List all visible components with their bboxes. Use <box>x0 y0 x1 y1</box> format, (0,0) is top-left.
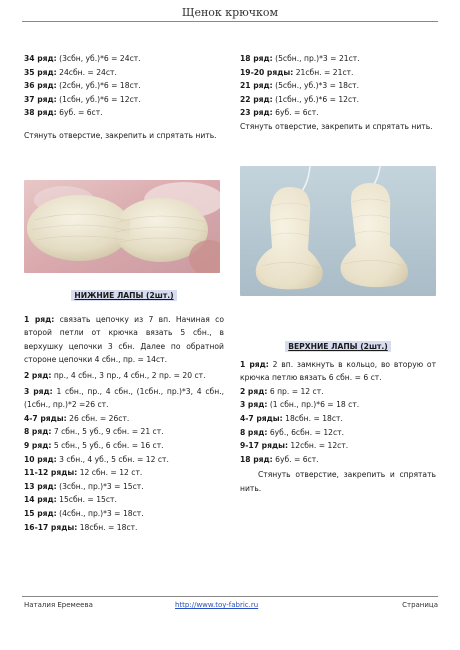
lower-row-10: 10 ряд: 3 сбн., 4 уб., 5 сбн. = 12 ст. <box>24 454 169 464</box>
lower-row-11-12: 11-12 ряды: 12 сбн. = 12 ст. <box>24 468 143 478</box>
lower-row-16-17: 16-17 ряды: 18сбн. = 18ст. <box>24 522 138 532</box>
upper-row-9-17: 9-17 ряды: 12сбн. = 12ст. <box>240 441 349 451</box>
row-38: 38 ряд: 6уб. = 6ст. <box>24 108 103 118</box>
finish-note-right: Стянуть отверстие, закрепить и спрятать нить. <box>240 121 433 131</box>
title-divider <box>22 21 438 22</box>
footer-link[interactable]: http://www.toy-fabric.ru <box>175 601 259 609</box>
upper-paws-section <box>240 340 436 496</box>
section-title-lower-paws: НИЖНИЕ ЛАПЫ (2шт.) <box>24 289 224 303</box>
row-18: 18 ряд: (5сбн., пр.)*3 = 21ст. <box>240 54 360 63</box>
finish-note: Стянуть отверстие, закрепить и спрятать нить. <box>24 130 217 140</box>
lower-row-14: 14 ряд: 15сбн. = 15ст. <box>24 495 117 505</box>
row-23: 23 ряд: 6уб. = 6ст. <box>240 108 319 118</box>
section-title-upper-paws: ВЕРХНИЕ ЛАПЫ (2шт.) <box>240 340 436 354</box>
lower-row-9: 9 ряд: 5 сбн., 5 уб., 6 сбн. = 16 ст. <box>24 440 164 450</box>
upper-row-3: 3 ряд: (1 сбн., пр.)*6 = 18 ст. <box>240 400 360 410</box>
finish-note-upper: Стянуть отверстие, закрепить и спрятать нить. <box>240 470 436 493</box>
upper-row-4-7: 4-7 ряды: 18сбн. = 18ст. <box>240 413 343 423</box>
page-title: Щенок крючком <box>181 6 279 19</box>
lower-row-13: 13 ряд: (3сбн., пр.)*3 = 15ст. <box>24 481 144 491</box>
row-22: 22 ряд: (1сбн., уб.)*6 = 12ст. <box>240 94 360 104</box>
upper-row-1: 1 ряд: 2 вп. замкнуть в кольцо, во вторую от крючка петлю вязать 6 сбн. = 6 ст. <box>240 359 436 383</box>
right-column <box>240 52 436 134</box>
lower-row-4-7: 4-7 ряды: 26 сбн. = 26ст. <box>24 413 130 423</box>
lower-row-2: 2 ряд: пр., 4 сбн., 3 пр., 4 сбн., 2 пр. = 20 ст. <box>24 370 206 380</box>
row-37: 37 ряд: (1сбн, уб.)*6 = 12ст. <box>24 94 141 104</box>
lower-row-3: 3 ряд: 1 сбн., пр., 4 сбн., (1сбн., пр.)*3, 4 сбн., (1сбн., пр.)*2 =26 ст. <box>24 386 224 410</box>
left-column <box>24 52 224 143</box>
row-35: 35 ряд: 24сбн. = 24ст. <box>24 67 117 77</box>
footer-page: Страница <box>402 601 438 609</box>
footer-divider <box>22 596 438 597</box>
row-34: 34 ряд: (3сбн, уб.)*6 = 24ст. <box>24 54 141 63</box>
lower-row-8: 8 ряд: 7 сбн., 5 уб., 9 сбн. = 21 ст. <box>24 427 164 437</box>
lower-row-15: 15 ряд: (4сбн., пр.)*3 = 18ст. <box>24 508 144 518</box>
upper-row-8: 8 ряд: 6уб., 6сбн. = 12ст. <box>240 427 345 437</box>
upper-row-2: 2 ряд: 6 пр. = 12 ст. <box>240 386 324 396</box>
paws-photo <box>240 166 436 296</box>
row-36: 36 ряд: (2сбн, уб.)*6 = 18ст. <box>24 81 141 91</box>
body-photo <box>24 180 220 273</box>
row-21: 21 ряд: (5сбн., уб.)*3 = 18ст. <box>240 81 360 91</box>
lower-paws-section <box>24 289 224 534</box>
lower-row-1: 1 ряд: связать цепочку из 7 вп. Начиная со второй петли от крючка вязать 5 сбн., в верхушку цепочки 3 сбн. Далее по обратной стороне цепочки 4 сбн., пр. = 14ст. <box>24 314 224 365</box>
row-19-20: 19-20 ряды: 21сбн. = 21ст. <box>240 67 354 77</box>
footer-author: Наталия Еремеева <box>24 601 93 609</box>
upper-row-18: 18 ряд: 6уб. = 6ст. <box>240 454 319 464</box>
